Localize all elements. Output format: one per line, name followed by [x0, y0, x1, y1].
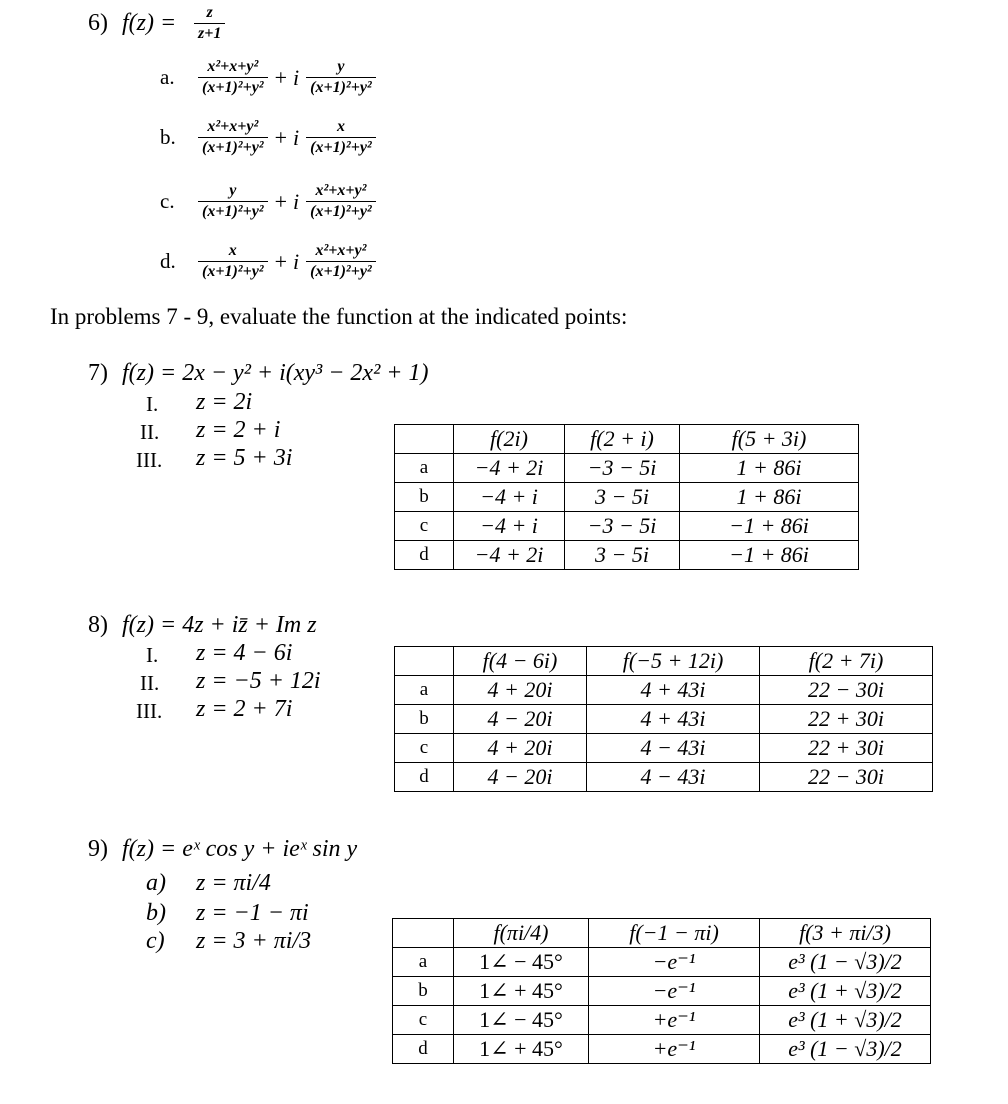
table-cell: 22 + 30i	[760, 705, 933, 734]
row-letter: c	[393, 1006, 454, 1035]
table-row	[395, 541, 859, 570]
point-label: II.	[140, 671, 160, 695]
problem-6-function: f(z) =	[122, 10, 177, 36]
table-cell: 22 + 30i	[760, 734, 933, 763]
imag-denominator: (x+1)²+y²	[306, 201, 376, 221]
answer-table-8	[394, 646, 933, 792]
table-cell: −4 + 2i	[454, 454, 565, 483]
table-cell: +e⁻¹	[589, 1035, 760, 1064]
table-cell: −e⁻¹	[589, 977, 760, 1006]
problem-9-function: f(z) = eˣ cos y + ieˣ sin y	[122, 836, 358, 862]
real-denominator: (x+1)²+y²	[198, 261, 268, 281]
imaginary-unit: i	[293, 64, 300, 90]
table-cell: 1∠ − 45°	[454, 948, 589, 977]
imag-numerator: y	[337, 58, 345, 75]
table-cell: +e⁻¹	[589, 1006, 760, 1035]
point-value: z = −5 + 12i	[196, 668, 321, 694]
table-cell: e³ (1 + √3)/2	[760, 977, 931, 1006]
row-letter: b	[395, 483, 454, 512]
row-letter: a	[393, 948, 454, 977]
answer-table-7	[394, 424, 859, 570]
table-cell: 22 − 30i	[760, 676, 933, 705]
row-letter: a	[395, 454, 454, 483]
column-header: f(−5 + 12i)	[587, 647, 760, 676]
table-row	[395, 763, 933, 792]
imag-denominator: (x+1)²+y²	[306, 77, 376, 97]
option-letter: a.	[160, 65, 175, 89]
point-label: c)	[146, 928, 165, 954]
table-cell: 1 + 86i	[680, 454, 859, 483]
plus-sign: +	[274, 248, 288, 274]
table-cell: 4 + 43i	[587, 676, 760, 705]
imag-numerator: x²+x+y²	[315, 242, 367, 259]
option-d	[160, 242, 376, 281]
point-value: z = −1 − πi	[196, 900, 309, 926]
real-denominator: (x+1)²+y²	[198, 137, 268, 157]
table-row	[395, 734, 933, 763]
table-cell: −3 − 5i	[565, 512, 680, 541]
problem-8-function: f(z) = 4z + iz̄ + Im z	[122, 612, 317, 638]
table-row	[395, 454, 859, 483]
table-cell: 1 + 86i	[680, 483, 859, 512]
table-cell: 22 − 30i	[760, 763, 933, 792]
option-c	[160, 182, 376, 221]
answer-table-9	[392, 918, 931, 1064]
problem-8-label: 8)	[88, 612, 108, 638]
option-letter: b.	[160, 125, 176, 149]
table-cell: 1∠ + 45°	[454, 977, 589, 1006]
table-cell: −4 + i	[454, 512, 565, 541]
table-row	[393, 948, 931, 977]
table-cell: 4 + 20i	[454, 676, 587, 705]
problem-9-label: 9)	[88, 836, 108, 862]
imaginary-unit: i	[293, 248, 300, 274]
real-numerator: y	[229, 182, 237, 199]
row-letter: c	[395, 512, 454, 541]
table-cell: −4 + i	[454, 483, 565, 512]
point-value: z = 5 + 3i	[196, 445, 293, 471]
point-label: a)	[146, 870, 166, 896]
imag-denominator: (x+1)²+y²	[306, 261, 376, 281]
column-header: f(2 + 7i)	[760, 647, 933, 676]
row-letter: d	[395, 541, 454, 570]
table-cell: e³ (1 − √3)/2	[760, 948, 931, 977]
table-cell: e³ (1 + √3)/2	[760, 1006, 931, 1035]
point-value: z = 3 + πi/3	[196, 928, 312, 954]
fraction-denominator: z+1	[194, 23, 225, 43]
column-header: f(πi/4)	[454, 919, 589, 948]
real-numerator: x²+x+y²	[207, 58, 259, 75]
real-numerator: x	[228, 242, 237, 259]
column-header: f(3 + πi/3)	[760, 919, 931, 948]
table-row	[395, 483, 859, 512]
real-numerator: x²+x+y²	[207, 118, 259, 135]
column-header: f(4 − 6i)	[454, 647, 587, 676]
table-row	[393, 1035, 931, 1064]
point-value: z = πi/4	[196, 870, 271, 896]
table-cell: e³ (1 − √3)/2	[760, 1035, 931, 1064]
header-blank	[395, 647, 454, 676]
table-cell: 4 + 20i	[454, 734, 587, 763]
table-cell: −3 − 5i	[565, 454, 680, 483]
plus-sign: +	[274, 124, 288, 150]
point-value: z = 2 + 7i	[196, 696, 293, 722]
option-a	[160, 58, 376, 97]
instructions-text: In problems 7 - 9, evaluate the function at the indicated points:	[50, 304, 628, 329]
row-letter: d	[393, 1035, 454, 1064]
table-cell: 4 − 43i	[587, 734, 760, 763]
plus-sign: +	[274, 64, 288, 90]
table-cell: −4 + 2i	[454, 541, 565, 570]
point-label: I.	[146, 643, 159, 667]
column-header: f(2i)	[454, 425, 565, 454]
option-letter: c.	[160, 189, 175, 213]
real-denominator: (x+1)²+y²	[198, 77, 268, 97]
row-letter: c	[395, 734, 454, 763]
column-header: f(2 + i)	[565, 425, 680, 454]
table-row	[393, 977, 931, 1006]
table-row	[395, 676, 933, 705]
header-blank	[395, 425, 454, 454]
point-label: I.	[146, 392, 159, 416]
table-cell: −e⁻¹	[589, 948, 760, 977]
point-value: z = 2i	[196, 389, 253, 415]
imag-numerator: x²+x+y²	[315, 182, 367, 199]
table-cell: 1∠ + 45°	[454, 1035, 589, 1064]
table-cell: 3 − 5i	[565, 483, 680, 512]
option-b	[160, 118, 376, 157]
point-value: z = 4 − 6i	[196, 640, 293, 666]
imaginary-unit: i	[293, 188, 300, 214]
table-row	[395, 705, 933, 734]
table-cell: −1 + 86i	[680, 512, 859, 541]
point-label: b)	[146, 900, 166, 926]
table-row	[393, 1006, 931, 1035]
column-header: f(5 + 3i)	[680, 425, 859, 454]
plus-sign: +	[274, 188, 288, 214]
table-cell: −1 + 86i	[680, 541, 859, 570]
row-letter: a	[395, 676, 454, 705]
table-cell: 4 − 43i	[587, 763, 760, 792]
real-denominator: (x+1)²+y²	[198, 201, 268, 221]
fraction-numerator: z	[206, 4, 213, 21]
option-letter: d.	[160, 249, 176, 273]
point-label: III.	[136, 448, 163, 472]
table-cell: 4 − 20i	[454, 705, 587, 734]
table-cell: 3 − 5i	[565, 541, 680, 570]
table-cell: 4 − 20i	[454, 763, 587, 792]
table-row	[395, 512, 859, 541]
point-label: II.	[140, 420, 160, 444]
row-letter: b	[395, 705, 454, 734]
imag-numerator: x	[336, 118, 345, 135]
header-blank	[393, 919, 454, 948]
column-header: f(−1 − πi)	[589, 919, 760, 948]
row-letter: d	[395, 763, 454, 792]
problem-6-fraction	[194, 4, 225, 43]
problem-7-label: 7)	[88, 360, 108, 386]
problem-6-label: 6)	[88, 10, 108, 36]
table-cell: 4 + 43i	[587, 705, 760, 734]
imaginary-unit: i	[293, 124, 300, 150]
row-letter: b	[393, 977, 454, 1006]
table-cell: 1∠ − 45°	[454, 1006, 589, 1035]
problem-7-function: f(z) = 2x − y² + i(xy³ − 2x² + 1)	[122, 360, 429, 386]
point-label: III.	[136, 699, 163, 723]
point-value: z = 2 + i	[196, 417, 281, 443]
imag-denominator: (x+1)²+y²	[306, 137, 376, 157]
